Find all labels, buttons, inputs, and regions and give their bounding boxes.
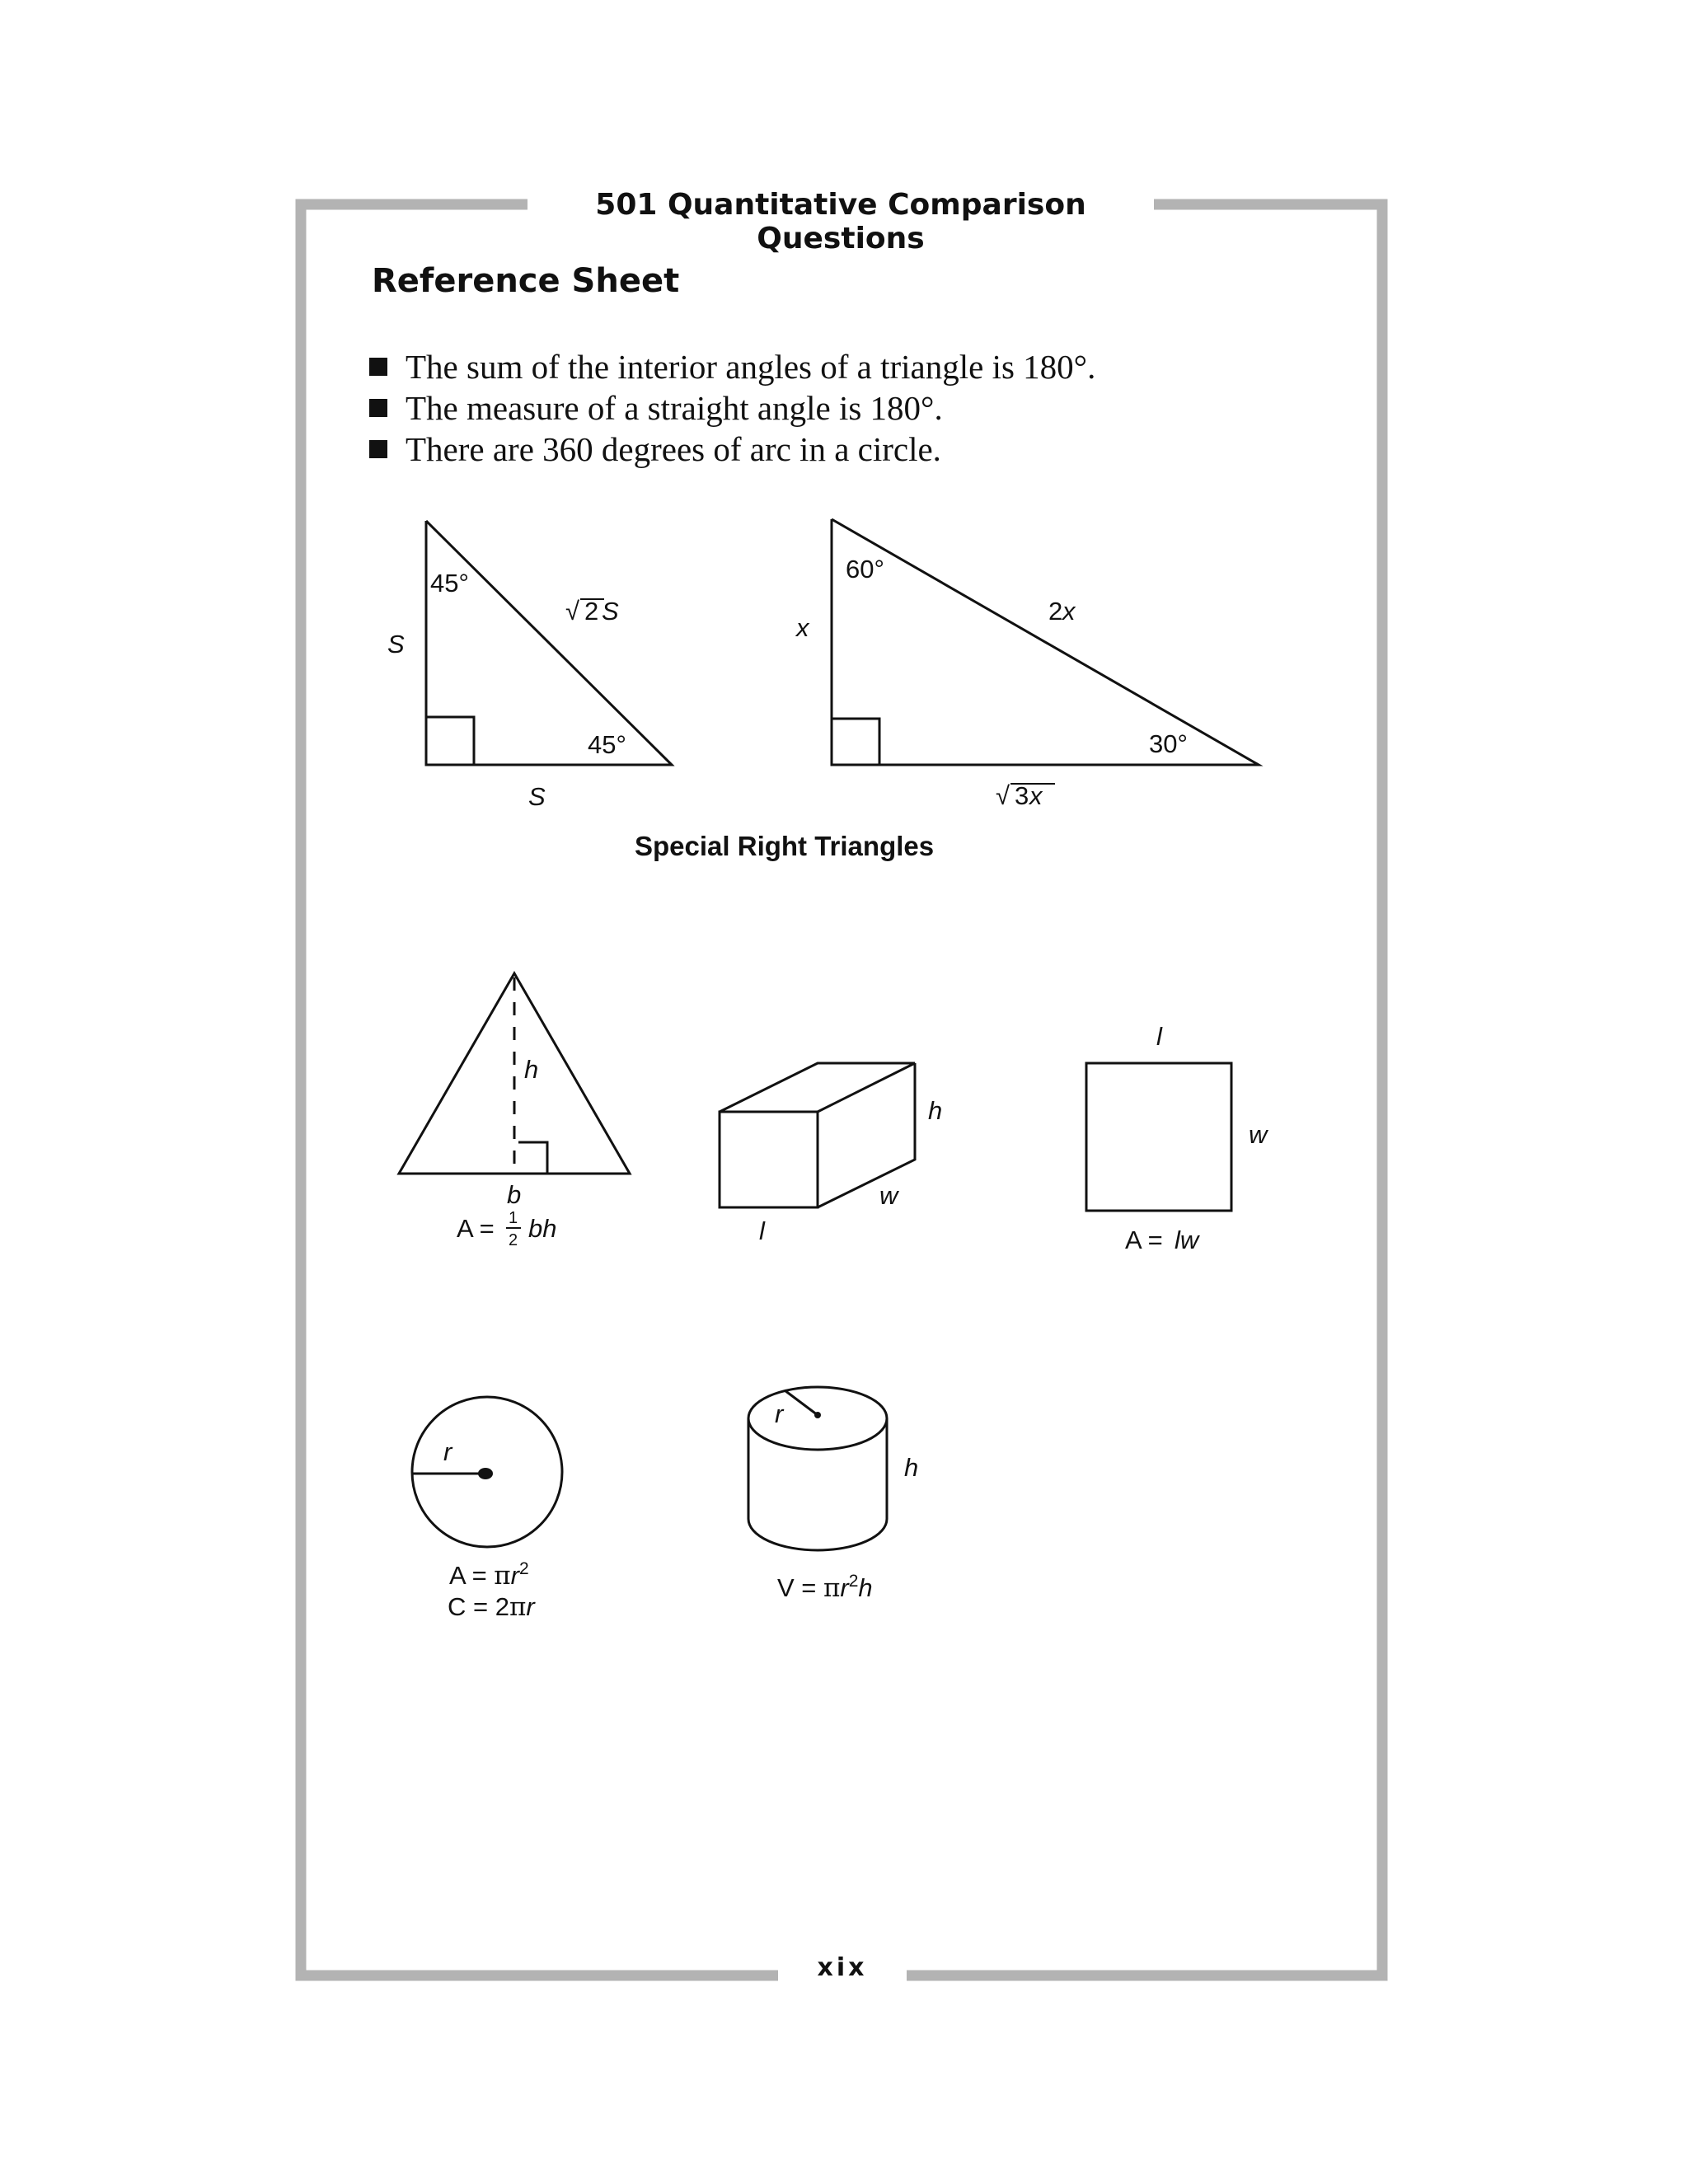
box-figure: [720, 1063, 942, 1245]
radius-label: r: [775, 1399, 784, 1428]
side-label: x: [796, 613, 809, 642]
base-variable: x: [1029, 781, 1043, 810]
center-point: [478, 1468, 493, 1479]
base-coefficient: 3: [1015, 781, 1029, 810]
circle-figure: [412, 1397, 562, 1622]
radius-label: r: [443, 1437, 452, 1466]
right-angle-marker: [518, 1142, 547, 1174]
list-item: The measure of a straight angle is 180°.: [369, 387, 1095, 429]
cylinder-height-label: h: [904, 1453, 919, 1482]
radical-sign: √: [996, 781, 1010, 810]
hyp-variable: x: [1062, 597, 1076, 626]
page-title: Reference Sheet: [372, 262, 680, 300]
angle-label: 30°: [1149, 729, 1188, 758]
rectangle-figure: [1086, 1022, 1269, 1254]
formula-variable: bh: [528, 1214, 557, 1243]
box-width-label: w: [879, 1181, 898, 1210]
figure-caption: Special Right Triangles: [635, 831, 935, 861]
rect-length-label: l: [1156, 1022, 1162, 1051]
hyp-variable: S: [602, 597, 619, 626]
cylinder-figure: [748, 1387, 918, 1603]
side-label: S: [528, 782, 546, 811]
angle-label: 60°: [846, 555, 884, 583]
volume-formula: $V = \pi r^2h$: [777, 1572, 873, 1603]
formula-variable: lw: [1175, 1226, 1199, 1254]
fraction-numerator: 1: [509, 1209, 518, 1227]
radius-line: [785, 1390, 818, 1415]
side-label: S: [387, 630, 405, 658]
formula-prefix: A =: [457, 1214, 495, 1243]
list-item: There are 360 degrees of arc in a circle.: [369, 429, 1095, 470]
height-label: h: [524, 1055, 539, 1084]
right-angle-marker: [426, 717, 474, 765]
fraction-denominator: 2: [509, 1231, 518, 1249]
right-angle-marker: [832, 719, 879, 765]
running-header: 501 Quantitative Comparison Questions: [528, 188, 1154, 229]
formula-prefix: A =: [1125, 1226, 1163, 1254]
area-formula: $A = \pi r^2$: [449, 1559, 529, 1591]
box-length-label: l: [759, 1216, 765, 1245]
base-label: b: [507, 1180, 522, 1209]
circumference-formula: C = 2πr: [448, 1592, 535, 1622]
angle-label: 45°: [430, 569, 469, 598]
rect-width-label: w: [1249, 1120, 1268, 1149]
list-item: The sum of the interior angles of a triangle is 180°.: [369, 346, 1095, 387]
radical-sign: √: [565, 597, 580, 626]
triangle-area-figure: [399, 973, 630, 1249]
hyp-coefficient: 2: [1048, 597, 1063, 626]
center-point: [814, 1412, 821, 1418]
box-height-label: h: [928, 1096, 943, 1125]
hyp-coefficient: 2: [584, 597, 599, 626]
angle-label: 45°: [588, 730, 626, 759]
triangle-30-60-90: [795, 519, 1259, 810]
triangle-45-45-90: [387, 521, 672, 811]
page-number: xix: [778, 1953, 907, 1991]
